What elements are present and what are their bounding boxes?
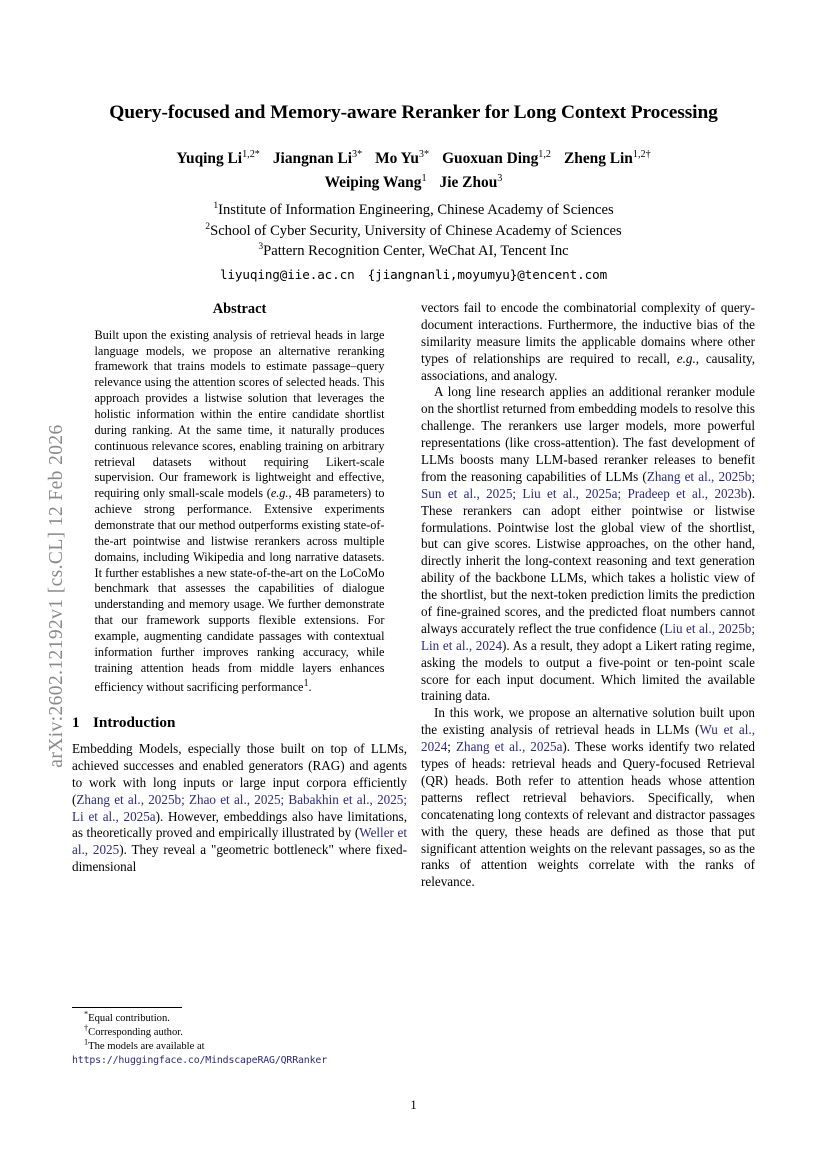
citation-link[interactable]: Weller et al., 2025 <box>72 825 407 858</box>
citation-link[interactable]: Zhang et al., 2025b; Sun et al., 2025; Liu et al., 2025a; Pradeep et al., 2023b <box>421 468 755 501</box>
arxiv-stamp: arXiv:2602.12192v1 [cs.CL] 12 Feb 2026 <box>46 424 67 768</box>
right-p2-text-a: A long line research applies an additional reranker module on the shortlist returned from embedding models to resolve this challenge. The rerankers use larger models, more powerful representations (like cross-attention). The fast development of LLMs boosts many LLM-based reranker releases to benefit from the reasoning capabilities of LLMs ( <box>421 384 755 484</box>
author-marks: 1,2 <box>538 149 551 161</box>
page-title: Query-focused and Memory-aware Reranker for Long Context Processing <box>109 102 718 123</box>
author-entry <box>273 150 362 167</box>
right-paragraph-1 <box>421 300 755 384</box>
author-marks: 3* <box>418 149 430 161</box>
citation-link[interactable]: Wu et al., 2024 <box>421 722 755 755</box>
citation-link[interactable]: Liu et al., 2025b; Lin et al., 2024 <box>421 620 755 653</box>
right-p3-text-b: ). These works identify two related types of heads: retrieval heads and Query-focused Retrieval (QR) heads. Both refer to attention heads whose attention patterns reflect retrieval behaviors. Specifically, when concatenating long contexts of relevant and distractor passages with the query, these heads are defined as those that put significant attention weights on the relevant passages, so as the ranks of attention weights correlate with the ranks of relevance. <box>421 739 755 890</box>
affiliation-text: Pattern Recognition Center, WeChat AI, Tencent Inc <box>263 243 569 260</box>
author-name: Jiangnan Li <box>272 150 352 168</box>
author-entry <box>564 150 651 167</box>
footnote-rule <box>72 1007 182 1008</box>
affiliation-item <box>72 200 755 221</box>
footnote-block <box>72 1007 407 1068</box>
email-primary: liyuqing@iie.ac.cn <box>219 267 355 283</box>
right-paragraph-2 <box>421 384 755 705</box>
affiliation-mark: 3 <box>258 241 264 253</box>
abstract-text-part-1: Built upon the existing analysis of retrieval heads in large language models, we propose an alternative reranking framework that trains models to estimate passage–query relevance using the attention scores of selected heads. This approach provides a listwise solution that leverages the holistic information within the entire candidate shortlist during ranking. At the same time, it naturally produces continuous relevance scores, enabling training on arbitrary retrieval datasets without requiring Likert-scale supervision. Our framework is lightweight and effective, requiring only small-scale models ( <box>94 327 385 501</box>
footnote-model-link <box>72 1037 407 1068</box>
email-secondary: {jiangnanli,moyumyu}@tencent.com <box>367 267 608 283</box>
author-name: Jie Zhou <box>439 174 498 192</box>
abstract-eg: e.g. <box>270 486 289 501</box>
author-entry <box>176 150 260 167</box>
intro-text-b: ). However, embeddings also have limitations, as theoretically proved and empirically illustrated by ( <box>72 808 407 841</box>
footnote-mark: 1 <box>84 1037 89 1047</box>
title-block <box>72 100 755 282</box>
author-row-1 <box>72 147 755 171</box>
email-line <box>72 267 755 282</box>
affiliation-text: School of Cyber Security, University of Chinese Academy of Sciences <box>210 222 622 239</box>
section-number: 1 <box>72 714 80 732</box>
abstract-text <box>95 328 385 696</box>
right-p2-text-c: ). As a result, they adopt a Likert rating regime, asking the models to output a five-point or ten-point scale score for each input document. Which limited the available training data. <box>421 637 755 704</box>
affiliation-list <box>72 200 755 262</box>
intro-paragraph-1 <box>72 741 407 876</box>
affiliation-text: Institute of Information Engineering, Chinese Academy of Sciences <box>218 201 614 218</box>
section-heading-introduction <box>72 713 407 733</box>
right-paragraph-3 <box>421 705 755 891</box>
footnote-equal-contribution <box>72 1009 407 1026</box>
intro-text-c: ). They reveal a "geometric bottleneck" where fixed-dimensional <box>72 842 408 875</box>
author-name: Mo Yu <box>375 150 419 168</box>
right-p2-text-b: ). These rerankers can adopt either pointwise or listwise formulations. Pointwise lost the global view of the shortlist, but can give scores. Listwise approaches, on the other hand, directly inherit the long-context reasoning and text generation ability of the backbone LLMs, which takes a holistic view of the shortlist, but the next-token prediction limits the prediction of fine-grained scores, and the predicted float numbers cannot always accurately reflect the true confidence ( <box>421 485 755 636</box>
author-name: Yuqing Li <box>176 150 243 168</box>
footnote-text: The models are available at <box>88 1041 205 1053</box>
abstract-heading: Abstract <box>212 301 267 317</box>
abstract-footnote-marker: 1 <box>303 677 309 689</box>
footnote-text: Equal contribution. <box>88 1013 170 1024</box>
author-name: Guoxuan Ding <box>442 150 539 168</box>
huggingface-url-link[interactable]: https://huggingface.co/MindscapeRAG/QRRanker <box>72 1055 327 1067</box>
author-marks: 1 <box>421 172 427 184</box>
right-p3-separator: ; <box>447 739 456 755</box>
author-marks: 1,2† <box>632 149 651 161</box>
right-p1-eg: e.g. <box>676 350 696 366</box>
author-row-2 <box>72 171 755 195</box>
author-entry <box>440 174 503 191</box>
affiliation-mark: 2 <box>205 220 211 232</box>
citation-link[interactable]: Zhang et al., 2025b; Zhao et al., 2025; Babakhin et al., 2025; Li et al., 2025a <box>72 791 407 824</box>
left-column <box>72 300 407 876</box>
author-entry <box>442 150 551 167</box>
footnote-text: Corresponding author. <box>88 1027 183 1039</box>
author-name: Weiping Wang <box>324 174 422 192</box>
footnote-mark: † <box>84 1023 89 1033</box>
author-list <box>72 147 755 195</box>
section-title: Introduction <box>93 714 176 732</box>
author-name: Zheng Lin <box>564 150 633 168</box>
footnote-mark: * <box>84 1009 89 1019</box>
abstract-section <box>95 300 385 695</box>
abstract-text-part-2: , 4B parameters) to achieve strong performance. Extensive experiments demonstrate that our method outperforms existing state-of-the-art pointwise and listwise rerankers across multiple domains, including Wikipedia and long narrative datasets. It further establishes a new state-of-the-art on the LoCoMo benchmark that assesses the capabilities of dialogue understanding and memory usage. We further demonstrate that our framework supports flexible extensions. For example, augmenting candidate passages with contextual information further improves ranking accuracy, while training attention heads from middle layers enhances efficiency without sacrificing performance <box>94 486 385 694</box>
right-column <box>421 300 755 891</box>
author-marks: 1,2* <box>242 149 260 161</box>
author-entry <box>325 174 427 191</box>
citation-link[interactable]: Zhang et al., 2025a <box>456 739 563 755</box>
affiliation-item <box>72 221 755 242</box>
page-number: 1 <box>410 1098 417 1112</box>
author-marks: 3 <box>497 172 503 184</box>
right-p3-text-a: In this work, we propose an alternative solution built upon the existing analysis of retrieval heads in LLMs ( <box>421 705 755 738</box>
footnote-corresponding-author <box>72 1023 407 1040</box>
abstract-text-part-3: . <box>308 679 312 694</box>
author-entry <box>375 150 429 167</box>
affiliation-item <box>72 241 755 262</box>
author-marks: 3* <box>351 149 363 161</box>
intro-text-a: Embedding Models, especially those built on top of LLMs, achieved successes and enabled generators (RAG) and agents to work with long inputs or large input corpora efficiently ( <box>72 741 407 807</box>
right-p1-text-b: , causality, associations, and analogy. <box>421 350 755 383</box>
affiliation-mark: 1 <box>213 200 219 212</box>
right-p1-text-a: vectors fail to encode the combinatorial complexity of query-document interactions. Furthermore, the inductive bias of the similarity measure limits the applicable domains where other types of relationships are required to recall, <box>421 300 755 366</box>
